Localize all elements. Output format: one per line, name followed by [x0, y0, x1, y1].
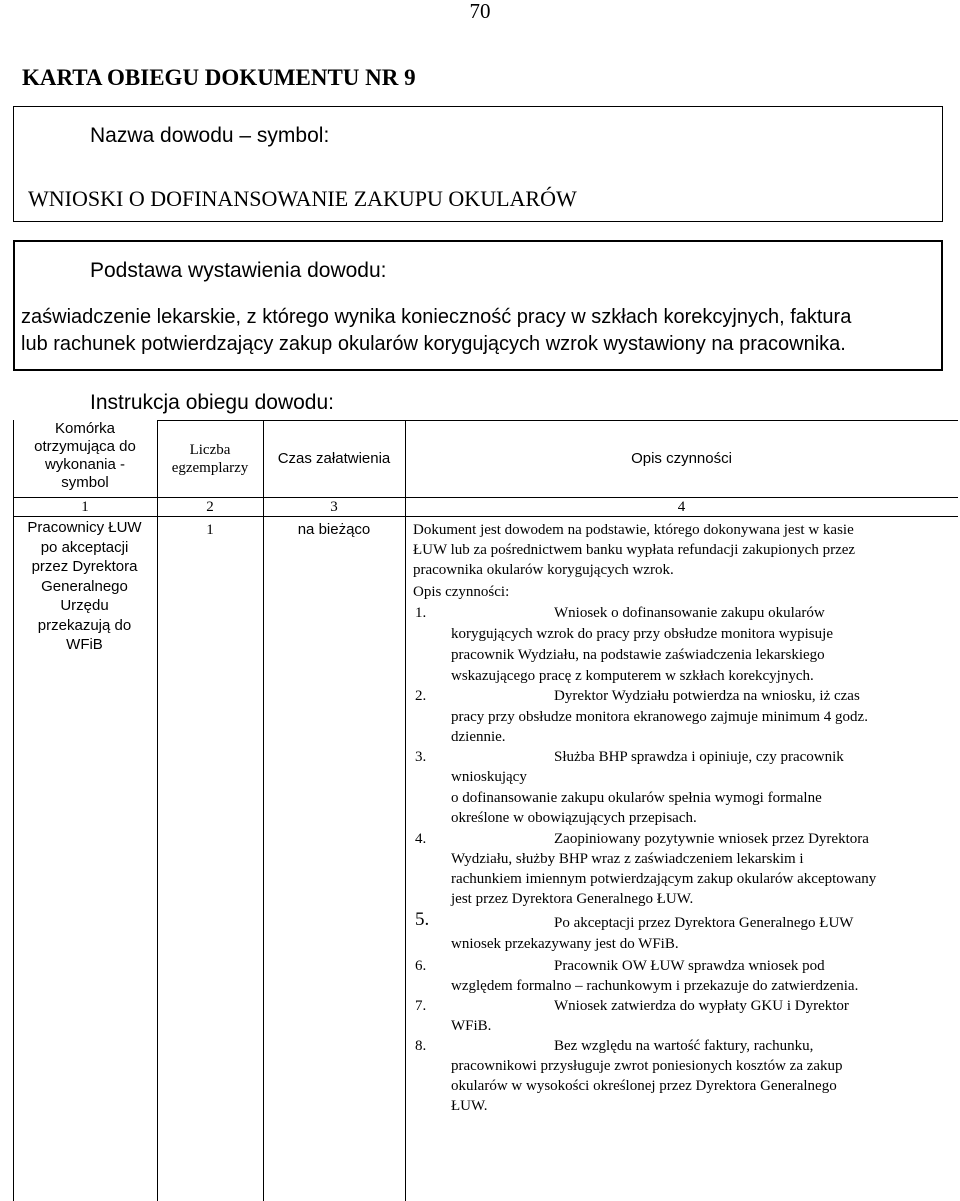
- step-line: pracy przy obsłudze monitora ekranowego zajmuje minimum 4 godz.: [451, 709, 868, 725]
- header-unit-line: symbol: [61, 474, 109, 491]
- step-number: 4.: [415, 831, 427, 847]
- document-name-label: Nazwa dowodu – symbol:: [90, 124, 330, 147]
- header-unit-line: otrzymująca do: [34, 438, 136, 455]
- document-title: KARTA OBIEGU DOKUMENTU NR 9: [22, 65, 416, 90]
- row-unit-line: Pracownicy ŁUW: [27, 519, 142, 536]
- header-copies: [157, 441, 263, 477]
- step-line: Bez względu na wartość faktury, rachunku,: [554, 1038, 814, 1054]
- step-line: ŁUW.: [451, 1098, 488, 1114]
- step-line: o dofinansowanie zakupu okularów spełnia wymogi formalne: [451, 790, 822, 806]
- step-number: 3.: [415, 749, 427, 765]
- step-line: Po akceptacji przez Dyrektora Generalnego ŁUW: [554, 915, 854, 931]
- header-copies-line: egzemplarzy: [171, 460, 249, 476]
- description-intro-line: pracownika okularów korygujących wzrok.: [413, 562, 674, 578]
- step-number: 6.: [415, 958, 427, 974]
- header-unit-line: wykonania -: [44, 456, 126, 473]
- column-number: 3: [330, 499, 338, 515]
- step-line: wskazującego pracę z komputerem w szkłach korekcyjnych.: [451, 668, 814, 684]
- step-number: 2.: [415, 688, 427, 704]
- row-unit-line: WFiB: [66, 636, 103, 653]
- row-time: na bieżąco: [297, 521, 371, 538]
- step-line: rachunkiem imiennym potwierdzającym zakup okularów akceptowany: [451, 871, 877, 887]
- steps-label: Opis czynności:: [413, 584, 510, 600]
- basis-line: lub rachunek potwierdzający zakup okularów korygujących wzrok wystawiony na pracownika.: [21, 333, 846, 355]
- step-line: korygujących wzrok do pracy przy obsłudze monitora wypisuje: [451, 626, 833, 642]
- step-line: Dyrektor Wydziału potwierdza na wniosku, iż czas: [554, 688, 860, 704]
- header-time: Czas załatwienia: [277, 450, 391, 467]
- step-line: WFiB.: [451, 1018, 492, 1034]
- step-line: Służba BHP sprawdza i opiniuje, czy pracownik: [554, 749, 844, 765]
- step-line: pracownikowi przysługuje zwrot poniesionych kosztów za zakup: [451, 1058, 843, 1074]
- row-copies: 1: [206, 522, 214, 538]
- row-unit-line: przez Dyrektora: [31, 558, 138, 575]
- header-unit: [13, 420, 157, 492]
- column-number: 4: [677, 499, 686, 515]
- step-line: Zaopiniowany pozytywnie wniosek przez Dyrektora: [554, 831, 869, 847]
- page-number: 70: [469, 0, 491, 23]
- basis-label: Podstawa wystawienia dowodu:: [90, 259, 387, 282]
- row-unit-line: Urzędu: [60, 597, 109, 614]
- step-line: pracownik Wydziału, na podstawie zaświadczenia lekarskiego: [451, 647, 825, 663]
- step-line: Wydziału, służby BHP wraz z zaświadczeniem lekarskim i: [451, 851, 804, 867]
- step-number: 5.: [415, 909, 430, 930]
- step-line: Pracownik OW ŁUW sprawdza wniosek pod: [554, 958, 825, 974]
- step-number: 1.: [415, 605, 427, 621]
- description-intro-line: ŁUW lub za pośrednictwem banku wypłata refundacji zakupionych przez: [413, 542, 856, 558]
- row-unit-line: Generalnego: [41, 577, 128, 595]
- column-number: 1: [81, 499, 89, 515]
- step-line: dziennie.: [451, 729, 506, 745]
- step-line: względem formalno – rachunkowym i przekazuje do zatwierdzenia.: [451, 978, 859, 994]
- header-description: Opis czynności: [631, 450, 732, 467]
- step-line: okularów w wysokości określonej przez Dyrektora Generalnego: [451, 1078, 837, 1094]
- step-line: jest przez Dyrektora Generalnego ŁUW.: [451, 891, 694, 907]
- row-unit-line: przekazują do: [37, 616, 132, 634]
- row-unit: [13, 518, 156, 655]
- step-line: Wniosek zatwierdza do wypłaty GKU i Dyrektor: [554, 998, 849, 1014]
- step-line: wniosek przekazywany jest do WFiB.: [451, 936, 679, 952]
- column-number: 2: [206, 499, 214, 515]
- row-unit-line: po akceptacji: [40, 538, 129, 556]
- instruction-label: Instrukcja obiegu dowodu:: [90, 391, 334, 414]
- document-name-value: WNIOSKI O DOFINANSOWANIE ZAKUPU OKULARÓW: [28, 186, 577, 211]
- step-number: 7.: [415, 998, 427, 1014]
- step-line: Wniosek o dofinansowanie zakupu okularów: [554, 605, 825, 621]
- description-intro-line: Dokument jest dowodem na podstawie, którego dokonywana jest w kasie: [413, 522, 854, 538]
- basis-line: zaświadczenie lekarskie, z którego wynika konieczność pracy w szkłach korekcyjnych, faktura: [21, 306, 852, 328]
- header-copies-line: Liczba: [189, 442, 231, 458]
- step-number: 8.: [415, 1038, 427, 1054]
- header-unit-line: Komórka: [54, 420, 116, 437]
- step-line: określone w obowiązujących przepisach.: [451, 810, 697, 826]
- step-line: wnioskujący: [451, 769, 527, 785]
